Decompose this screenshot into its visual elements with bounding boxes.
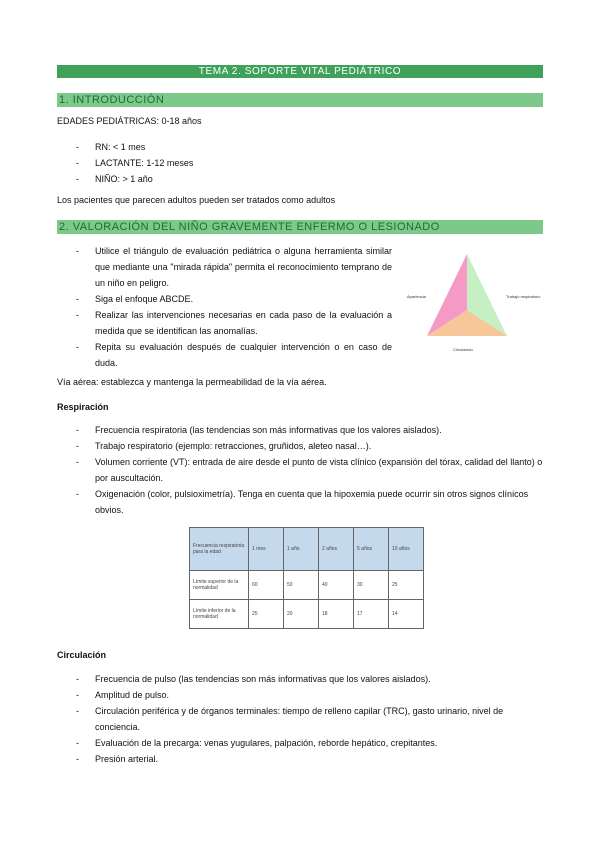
section-heading-valoracion: 2. VALORACIÓN DEL NIÑO GRAVEMENTE ENFERMO O LESIONADO — [57, 220, 543, 234]
circulation-list — [76, 671, 546, 767]
list-item: - Realizar las intervenciones necesarias en cada paso de la evaluación a medida que se identifican las anomalías. — [76, 307, 392, 339]
list-item: - Amplitud de pulso. — [76, 687, 546, 703]
pediatric-assessment-triangle — [405, 248, 545, 358]
table-cell: 17 — [354, 600, 389, 629]
table-column-header: 1 mes — [249, 528, 284, 571]
list-item: - Frecuencia respiratoria (las tendencias son más informativas que los valores aislados). — [76, 422, 546, 438]
ages-list — [76, 139, 193, 187]
list-item: - Utilice el triángulo de evaluación pediátrica o alguna herramienta similar que mediante una "mirada rápida" permita el reconocimiento temprano de un niño en peligro. — [76, 243, 392, 291]
triangle-label-appearance: Apariencia — [407, 294, 426, 299]
table-cell: 50 — [284, 571, 319, 600]
list-item: - Trabajo respiratorio (ejemplo: retracciones, gruñidos, aleteo nasal…). — [76, 438, 546, 454]
circulation-title: Circulación — [57, 650, 107, 660]
table-cell: 18 — [319, 600, 354, 629]
table-row — [190, 571, 424, 600]
table-cell: 60 — [249, 571, 284, 600]
breathing-title: Respiración — [57, 402, 109, 412]
table-column-header: 5 años — [354, 528, 389, 571]
list-item: - Circulación periférica y de órganos terminales: tiempo de relleno capilar (TRC), gasto urinario, nivel de conciencia. — [76, 703, 546, 735]
triangle-label-circulation: Circulación — [453, 347, 473, 352]
table-column-header: 10 años — [389, 528, 424, 571]
table-cell: 40 — [319, 571, 354, 600]
table-cell: 30 — [354, 571, 389, 600]
list-item: - Presión arterial. — [76, 751, 546, 767]
respiratory-rate-table — [189, 527, 424, 629]
list-item: - Frecuencia de pulso (las tendencias son más informativas que los valores aislados). — [76, 671, 546, 687]
list-item: - LACTANTE: 1-12 meses — [76, 155, 193, 171]
list-item: - RN: < 1 mes — [76, 139, 193, 155]
table-cell: 14 — [389, 600, 424, 629]
list-item: - Evaluación de la precarga: venas yugulares, palpación, reborde hepático, crepitantes. — [76, 735, 546, 751]
list-item: - Siga el enfoque ABCDE. — [76, 291, 392, 307]
ages-title: EDADES PEDIÁTRICAS: 0-18 años — [57, 116, 202, 126]
table-cell: 20 — [284, 600, 319, 629]
table-cell: 25 — [389, 571, 424, 600]
table-cell: 25 — [249, 600, 284, 629]
breathing-list — [76, 422, 546, 518]
adults-note: Los pacientes que parecen adultos pueden ser tratados como adultos — [57, 195, 336, 205]
list-item: - Volumen corriente (VT): entrada de aire desde el punto de vista clínico (expansión del tórax, calidad del llanto) o por auscultación. — [76, 454, 546, 486]
section-heading-introduccion: 1. INTRODUCCIÓN — [57, 93, 543, 107]
table-row — [190, 600, 424, 629]
list-item: - NIÑO: > 1 año — [76, 171, 193, 187]
list-item: - Oxigenación (color, pulsioximetría). Tenga en cuenta que la hipoxemia puede ocurrir sin otros signos clínicos obvios. — [76, 486, 546, 518]
table-column-header: 1 año — [284, 528, 319, 571]
triangle-label-breathing: Trabajo respiratorio — [506, 294, 541, 299]
table-row-label: Límite superior de la normalidad — [190, 571, 249, 600]
assessment-list — [76, 243, 392, 371]
table-corner-header: Frecuencia respiratoria para la edad — [190, 528, 249, 571]
table-row-label: Límite inferior de la normalidad — [190, 600, 249, 629]
document-title: TEMA 2. SOPORTE VITAL PEDIÁTRICO — [57, 65, 543, 78]
list-item: - Repita su evaluación después de cualquier intervención o en caso de duda. — [76, 339, 392, 371]
table-column-header: 2 años — [319, 528, 354, 571]
airway-text: Vía aérea: establezca y mantenga la permeabilidad de la vía aérea. — [57, 377, 327, 387]
